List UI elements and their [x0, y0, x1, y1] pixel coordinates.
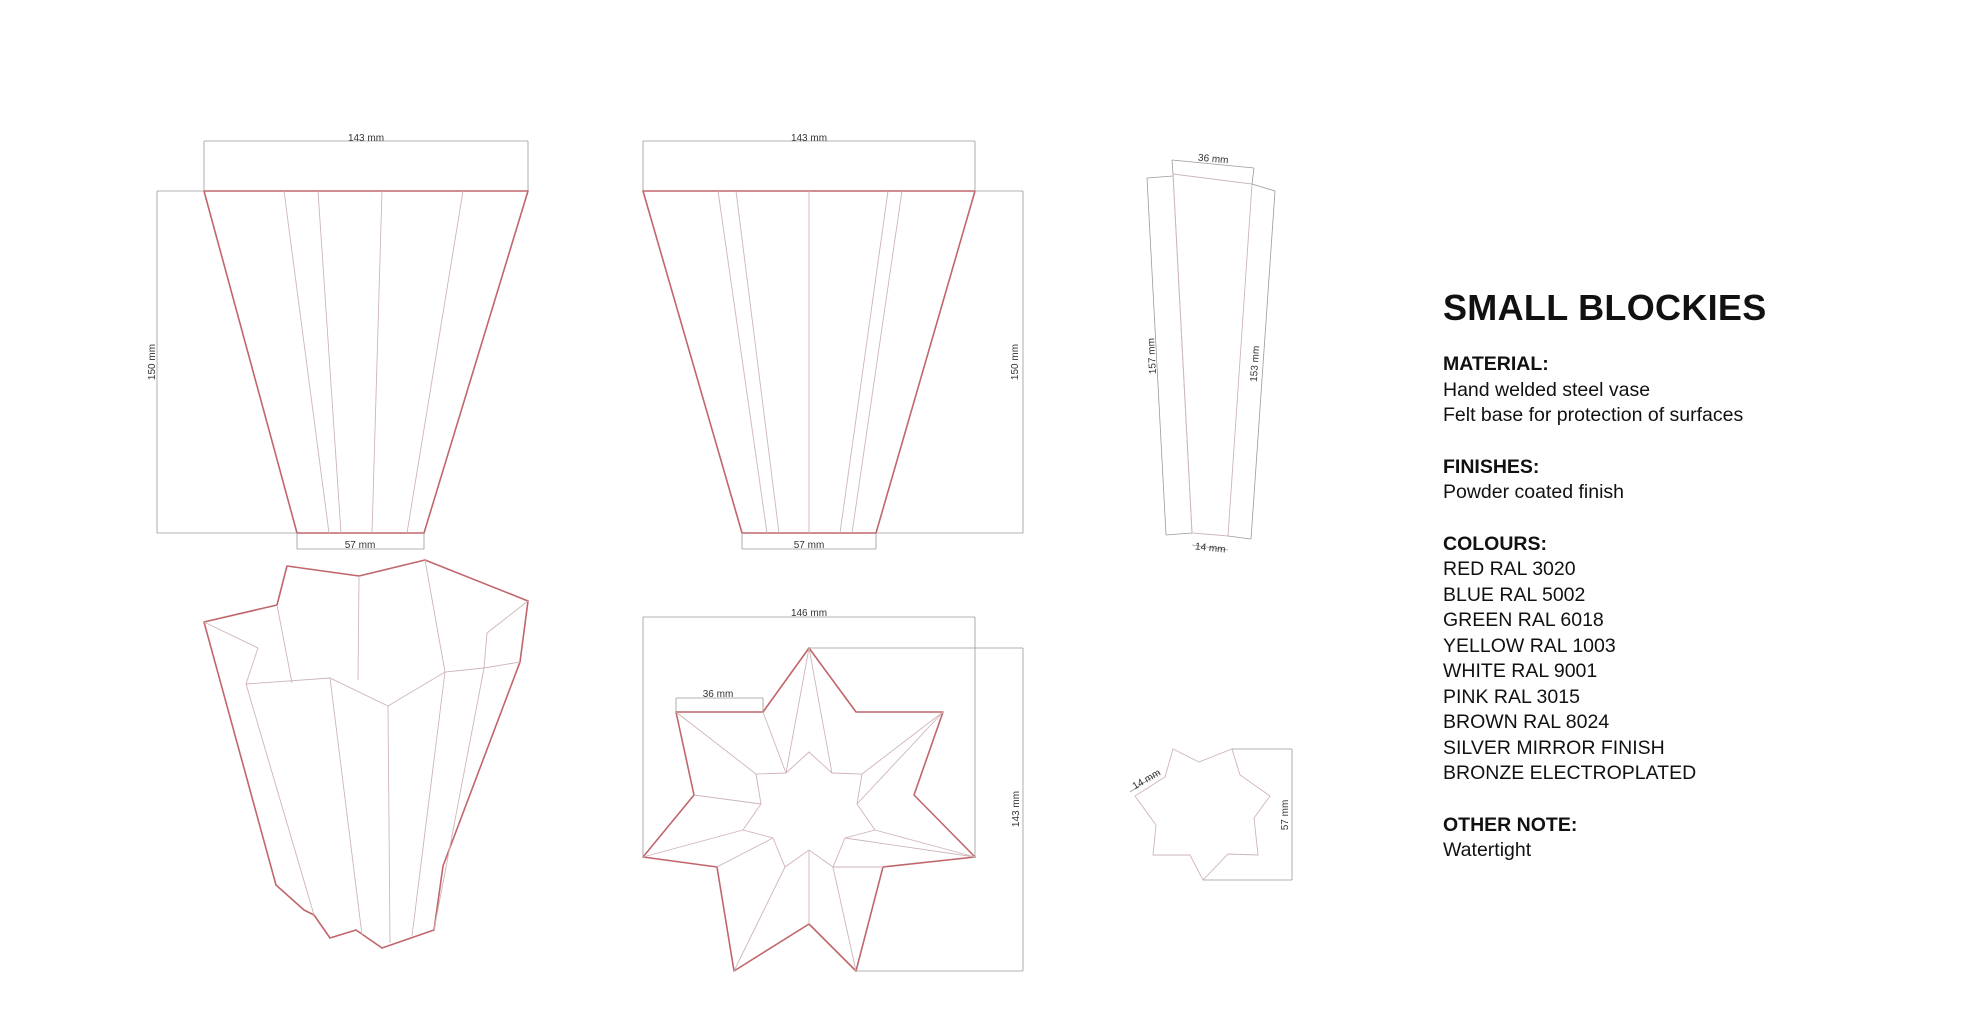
top-view-fold-line: [809, 648, 832, 773]
perspective-fold-line: [277, 605, 292, 683]
specification-panel: [1443, 286, 1943, 890]
profile-fold-line: [1173, 174, 1192, 533]
profile-base-dimension: 14 mm: [1194, 541, 1227, 556]
side-base-dimension: 57 mm: [793, 540, 825, 551]
extension-line: [1147, 176, 1173, 178]
base-view: [1130, 749, 1292, 880]
profile-top-dimension: 36 mm: [1197, 152, 1229, 167]
perspective-fold-line: [425, 560, 445, 672]
spec-section-line: BROWN RAL 8024: [1443, 711, 1610, 733]
front-top-dimension: 143 mm: [347, 133, 385, 144]
extension-line: [1172, 160, 1173, 174]
spec-section-line: RED RAL 3020: [1443, 558, 1576, 580]
perspective-fold-line: [246, 648, 258, 684]
perspective-rim: [246, 662, 520, 706]
top-view-fold-line: [763, 712, 786, 773]
perspective-fold-line: [434, 668, 484, 930]
spec-section-line: Felt base for protection of surfaces: [1443, 404, 1744, 426]
perspective-fold-line: [330, 678, 362, 935]
top-view-height-dimension: 143 mm: [1011, 790, 1022, 828]
spec-section-line: BLUE RAL 5002: [1443, 583, 1586, 606]
perspective-fold-line: [484, 633, 487, 668]
base-view-point-dimension: 14 mm: [1130, 767, 1163, 793]
front-base-dimension: 57 mm: [344, 540, 376, 551]
spec-section-line: YELLOW RAL 1003: [1443, 634, 1616, 657]
profile-left-dimension: 157 mm: [1146, 337, 1159, 375]
spec-section-line: WHITE RAL 9001: [1443, 660, 1598, 682]
profile-outline: [1173, 174, 1252, 536]
spec-section-line: Powder coated finish: [1443, 481, 1625, 503]
front-fold-line: [284, 191, 329, 533]
spec-section: [1443, 813, 1943, 864]
extension-line: [1166, 533, 1192, 535]
front-elevation: [147, 133, 528, 551]
spec-section-line: PINK RAL 3015: [1443, 685, 1580, 708]
perspective-fold-line: [204, 622, 258, 648]
spec-section-heading: FINISHES:: [1443, 455, 1540, 478]
product-title: SMALL BLOCKIES: [1443, 287, 1767, 328]
spec-section: [1443, 532, 1943, 787]
perspective-fold-line: [487, 601, 528, 633]
spec-section-heading: COLOURS:: [1443, 532, 1547, 555]
top-view-fold-line: [717, 838, 773, 867]
perspective-fold-line: [246, 684, 314, 915]
top-view-fold-line: [875, 830, 975, 857]
extension-line: [1252, 184, 1275, 191]
extension-line: [1228, 536, 1251, 539]
perspective-outline: [204, 560, 528, 948]
spec-section-heading: MATERIAL:: [1443, 353, 1549, 375]
side-fold-line: [840, 191, 888, 533]
perspective-fold-line: [358, 576, 359, 680]
top-view: [643, 608, 1023, 971]
side-fold-line: [852, 191, 902, 533]
base-view-height-dimension: 57 mm: [1280, 799, 1291, 831]
profile-elevation: [1146, 153, 1275, 556]
top-view-fold-line: [643, 830, 743, 857]
spec-section-line: Hand welded steel vase: [1443, 378, 1651, 401]
front-fold-line: [407, 191, 463, 533]
spec-sections: [1443, 352, 1943, 864]
top-view-fold-line: [833, 867, 856, 971]
spec-section: [1443, 455, 1943, 506]
profile-right-dimension: 153 mm: [1248, 345, 1263, 383]
spec-section-heading: OTHER NOTE:: [1443, 813, 1578, 836]
top-view-inner-star: [743, 752, 875, 867]
spec-section-line: GREEN RAL 6018: [1443, 609, 1604, 631]
top-view-point-dimension: 36 mm: [702, 689, 734, 700]
spec-section-line: SILVER MIRROR FINISH: [1443, 736, 1665, 759]
extension-line: [1252, 168, 1254, 184]
spec-section-line: BRONZE ELECTROPLATED: [1443, 762, 1697, 784]
front-height-dimension: 150 mm: [147, 343, 158, 381]
perspective-view: [204, 560, 528, 948]
spec-section-line: Watertight: [1443, 839, 1532, 861]
top-view-fold-line: [694, 795, 761, 804]
front-elevation-outline: [204, 191, 528, 533]
side-top-dimension: 143 mm: [790, 133, 828, 144]
top-view-fold-line: [786, 648, 809, 773]
top-view-fold-line: [862, 712, 943, 774]
side-height-dimension: 150 mm: [1010, 343, 1021, 381]
perspective-fold-line: [388, 706, 390, 943]
top-view-fold-line: [857, 712, 943, 804]
top-view-fold-line: [845, 838, 975, 857]
side-elevation: [643, 133, 1023, 551]
spec-section: [1443, 352, 1943, 429]
front-fold-line: [372, 191, 382, 533]
front-fold-line: [318, 191, 341, 533]
top-view-width-dimension: 146 mm: [790, 608, 828, 619]
